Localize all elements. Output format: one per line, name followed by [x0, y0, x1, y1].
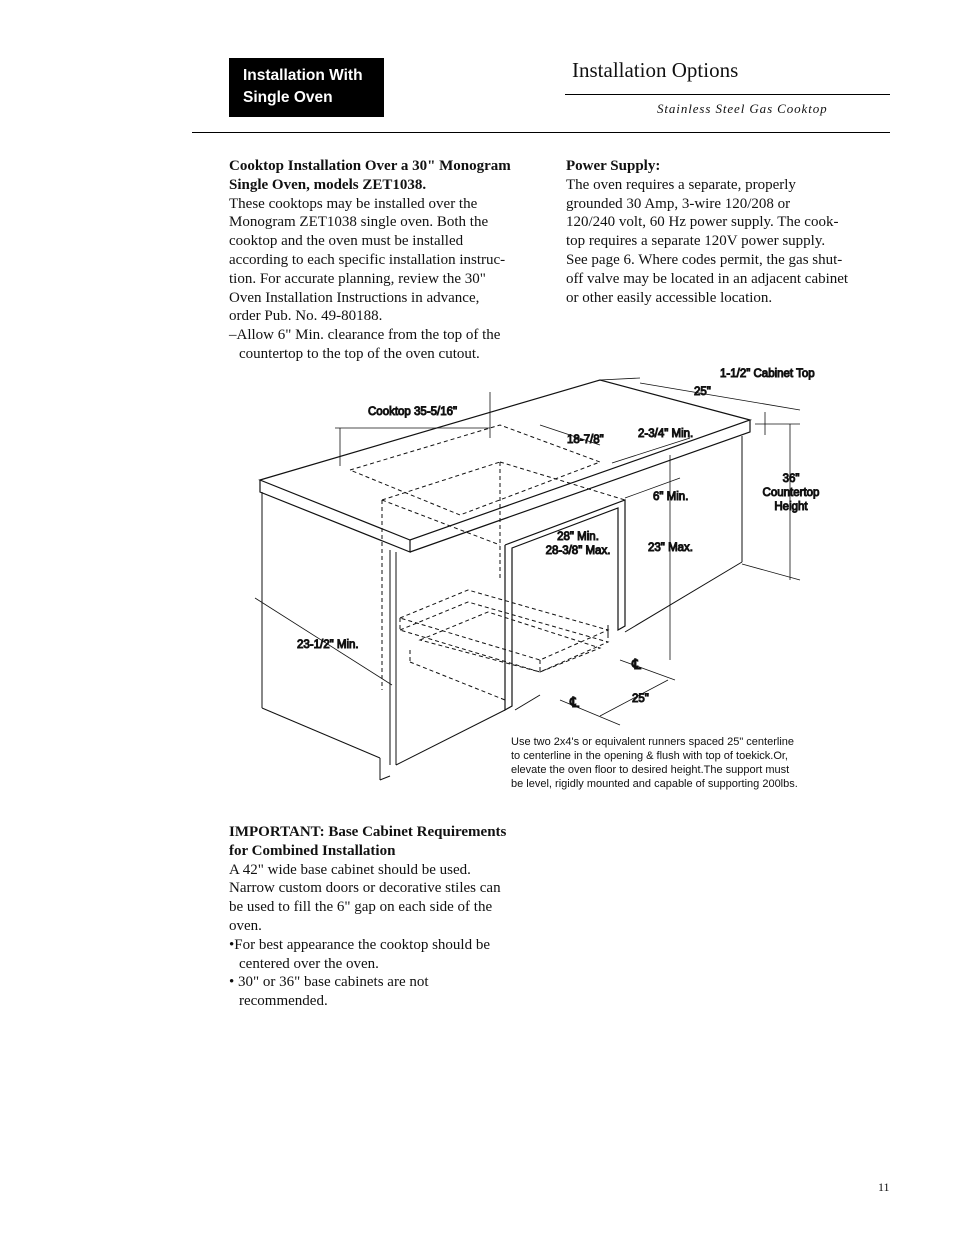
bullet-2-line-2: recommended.: [239, 993, 328, 1010]
bottom-column: [229, 823, 547, 1011]
right-body-line-4: top requires a separate 120V power supply.: [566, 233, 826, 250]
left-heading-line-1: Cooktop Installation Over a 30" Monogram: [229, 158, 511, 174]
left-body-line-3: cooktop and the oven must be installed: [229, 233, 464, 250]
diagram-note-line-3: elevate the oven floor to desired height.The support must: [511, 764, 790, 776]
left-note-line-2: countertop to the top of the oven cutout.: [239, 345, 480, 362]
bottom-body-line-2: Narrow custom doors or decorative stiles can: [229, 880, 501, 897]
runner-spacing-label: 25": [632, 693, 649, 705]
power-supply-heading: Power Supply:: [566, 158, 661, 174]
page-title: Installation Options: [572, 58, 739, 82]
depth-25-label: 25": [694, 386, 711, 398]
left-body-line-5: tion. For accurate planning, review the 30": [229, 270, 486, 287]
right-body-line-2: grounded 30 Amp, 3-wire 120/208 or: [566, 195, 791, 212]
countertop-height-line-2: Countertop: [762, 487, 820, 499]
bullet-2-line-1: • 30" or 36" base cabinets are not: [229, 974, 429, 991]
diagram-note-line-1: Use two 2x4's or equivalent runners spaced 25" centerline: [511, 736, 794, 748]
cabinet-top-label: 1-1/2" Cabinet Top: [720, 368, 815, 380]
right-body-line-5: See page 6. Where codes permit, the gas shut-: [566, 251, 843, 268]
left-heading-line-2: Single Oven, models ZET1038.: [229, 176, 427, 193]
bottom-body-line-4: oven.: [229, 917, 262, 934]
bottom-body-line-3: be used to fill the 6" gap on each side of the: [229, 899, 493, 916]
diagram-note-line-2: to centerline in the opening & flush with top of toekick.Or,: [511, 750, 788, 762]
width-18-label: 18-7/8": [567, 434, 604, 446]
countertop-height-line-3: Height: [774, 501, 808, 513]
cutout-width-line-2: 28-3/8" Max.: [545, 545, 611, 557]
section-tab-line-1: Installation With: [243, 67, 363, 84]
countertop-height-line-1: 36": [782, 473, 800, 485]
right-body-line-6: off valve may be located in an adjacent cabinet: [566, 270, 849, 287]
important-heading-line-2: for Combined Installation: [229, 842, 396, 859]
diagram-note: [511, 735, 831, 791]
left-body-line-6: Oven Installation Instructions in advance,: [229, 289, 480, 306]
left-body-line-2: Monogram ZET1038 single oven. Both the: [229, 214, 489, 231]
right-body-line-7: or other easily accessible location.: [566, 289, 773, 306]
section-tab-line-2: Single Oven: [243, 89, 333, 106]
centerline-symbol-2: ℄: [570, 694, 579, 710]
left-body-line-1: These cooktops may be installed over the: [229, 195, 478, 212]
bottom-body-line-1: A 42" wide base cabinet should be used.: [229, 861, 471, 878]
right-body-line-1: The oven requires a separate, properly: [566, 176, 796, 193]
important-heading-line-1: IMPORTANT: Base Cabinet Requirements: [229, 824, 507, 840]
right-body-line-3: 120/240 volt, 60 Hz power supply. The cook-: [566, 214, 839, 231]
cooktop-label: Cooktop 35-5/16": [368, 406, 458, 418]
left-note-line-1: –Allow 6" Min. clearance from the top of the: [229, 327, 501, 344]
cutout-width-line-1: 28" Min.: [557, 531, 599, 543]
left-body-line-4: according to each specific installation instruc-: [229, 251, 506, 268]
centerline-symbol-1: ℄: [632, 656, 641, 672]
page-subtitle: Stainless Steel Gas Cooktop: [657, 101, 828, 116]
diagram-note-line-4: be level, rigidly mounted and capable of supporting 200lbs.: [511, 778, 798, 790]
bullet-1-line-2: centered over the oven.: [239, 955, 379, 972]
min-23-1-2-label: 23-1/2" Min.: [297, 639, 359, 651]
page-number: 11: [878, 1180, 890, 1194]
max-23-label: 23" Max.: [648, 542, 693, 554]
left-body-line-7: order Pub. No. 49-80188.: [229, 308, 383, 325]
min-2-3-4-label: 2-3/4" Min.: [638, 428, 694, 440]
bullet-1-line-1: •For best appearance the cooktop should be: [229, 936, 491, 953]
min-6-label: 6" Min.: [653, 491, 689, 503]
